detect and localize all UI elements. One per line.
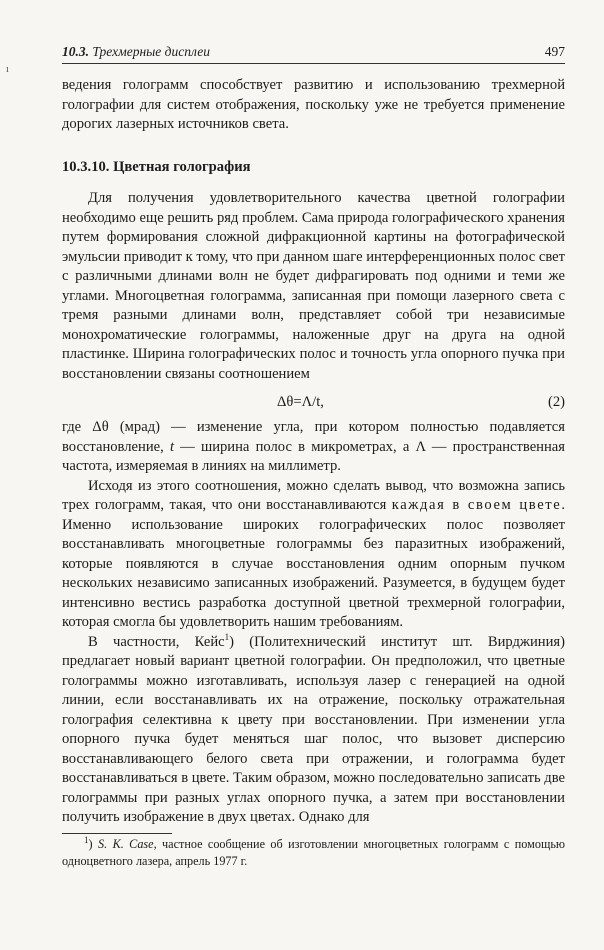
three-holograms-part-2: . Именно использование широких голографических полос позволяет восстанавливать многоцветные голограммы без паразитных изображений, которые появляются в случае восстановления одним опорным пучком нескольких независимо записанных изображений. Разумеется, в будущем будет интенсивно вестись разработка доступной цветной трехмерной голографии, которая смогла бы удовлетворить нашим требованиям. [62,497,565,630]
footnote-rule [62,833,172,834]
margin-mark: ı [6,64,9,75]
footnote-marker-paren: ) [88,837,93,851]
header-rule [62,63,565,64]
footnote [62,836,565,870]
equation-formula: Δθ=Λ/t, [277,394,324,410]
case-proposal-part-2: ) (Политехнический институт шт. Вирджиния) предлагает новый вариант цветной голографии. Он предположил, что цветные голограммы можно изготавливать, используя лазер с генерацией на одной линии, если восстанавливать их на отражение, поскольку отражательная голография селективна к цвету при восстановлении. При изменении угла опорного пучка будет меняться шаг полос, что вызовет дисперсию восстанавливающего белого света при отражении, и голограмма будет восстанавливаться в цвете. Таким образом, можно последовательно записать две голограммы при разных углах опорного пучка, а затем при восстановлении получить изображение в двух цветах. Однако для [62,633,566,825]
running-head-section-number: 10.3. [62,44,89,59]
paragraph-three-holograms [62,477,565,633]
paragraph-equation-explanation [62,418,565,477]
footnote-text [62,836,565,870]
equation-explanation-part-1: где Δθ (мрад) — изменение угла, при котором полностью подавляется восстановление, [62,419,565,455]
variable-t: t [169,438,174,455]
footnote-author: S. K. Case [98,837,154,851]
footnote-marker: 1 [84,834,89,845]
footnote-reference: 1 [224,631,230,642]
running-head [62,42,210,62]
equation-explanation-part-2: — ширина полос в микрометрах, а Λ — пространственная частота, измеряемая в линиях на миллиметр. [62,438,565,474]
paragraph-color-holography-intro: Для получения удовлетворительного качества цветной голографии необходимо еще решить ряд проблем. Сама природа голографического хранения путем формирования сложной дифракционной картины на фотографической эмульсии приводит к тому, что при данном шаге интерференционных полос свет с различными длинами волн не будет дифрагировать под одними и теми же углами. Многоцветная голограмма, записанная при помощи лазерного света с тремя разными длинами волн, представляет собой три независимые монохроматические голограммы, наложенные друг на друга на одной пластинке. Ширина голографических полос и точность угла опорного пучка при восстановлении связаны соотношением [62,190,565,382]
body-text [62,76,565,828]
paragraph-continued: ведения голограмм способствует развитию и использованию трехмерной голографии для систем отображения, поскольку уже не требуется применение дорогих лазерных источников света. [62,77,565,132]
page-header [62,42,565,62]
page-number: 497 [544,44,565,59]
paragraph-case-proposal [62,633,565,828]
equation-number: (2) [547,394,565,410]
case-proposal-part-1: В частности, Кейс [88,633,225,650]
equation [62,390,565,416]
emphasized-phrase: каждая в своем цвете [391,497,562,513]
footnote-body: , частное сообщение об изготовлении многоцветных голограмм с помощью одноцветного лазера, апрель 1977 г. [62,837,565,868]
three-holograms-part-1: Исходя из этого соотношения, можно сделать вывод, что возможна запись трех голограмм, такая, что они восстанавливаются [62,477,565,513]
running-head-title: Трехмерные дисплеи [92,44,210,59]
section-heading: 10.3.10. Цветная голография [62,158,251,175]
